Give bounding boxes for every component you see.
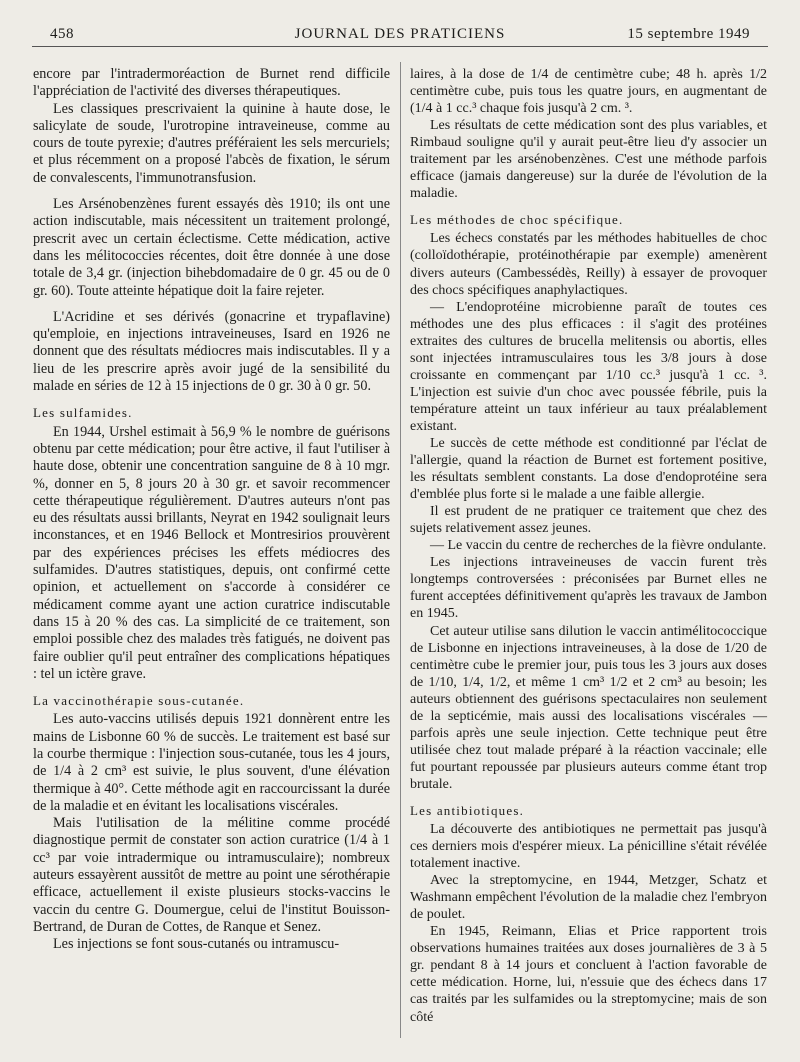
paragraph: Les auto-vaccins utilisés depuis 1921 donnèrent entre les mains de Lisbonne 60 % de succès. Le traitement est basé sur la courbe thermique : l'injection sous-cutanée, tous les 4 jours, de 1/4 à 2 cm³ est suivie, le plus souvent, d'une élévation thermique à 40°. Cette méthode agit en raccourcissant la durée de la maladie et en évitant les localisations viscérales. <box>33 711 390 814</box>
paragraph: L'Acridine et ses dérivés (gonacrine et trypaflavine) qu'emploie, en injections intraveineuses, Isard en 1926 ne donnent que des résultats médiocres mais indiscutables. Il y a lieu de les prescrire après avoir jugé de la sensibilité du malade en séries de 12 à 15 injections de 0 gr. 30 à 0 gr. 50. <box>33 308 390 395</box>
paragraph: Les Arsénobenzènes furent essayés dès 1910; ils ont une action indiscutable, mais nécessitent un traitement prolongé, prescrit avec un certain éclectisme. Cette médication, active dans les mélitococcies récentes, doit être donnée à une dose totale de 3,4 gr. (injection bihebdomadaire de 0 gr. 45 ou de 0 gr. 60). Toute atteinte hépatique doit la faire rejeter. <box>33 196 390 299</box>
paragraph: Les résultats de cette médication sont des plus variables, et Rimbaud souligne qu'il y aurait peut-être lieu d'y associer un traitement par les arsénobenzènes. C'est une méthode parfois efficace (jamais dangereuse) sur la durée de l'évolution de la maladie. <box>410 118 767 202</box>
section-heading: Les antibiotiques. <box>410 802 525 818</box>
paragraph: Avec la streptomycine, en 1944, Metzger, Schatz et Washmann empêchent l'évolution de la maladie chez l'embryon de poulet. <box>410 873 767 923</box>
paragraph: Les classiques prescrivaient la quinine à haute dose, le salicylate de soude, l'urotropine intraveineuse, comme au cours de toute pyrexie; d'autres préféraient les sels mercuriels; et plus récemment on a proposé l'abcès de fixation, le sérum de convalescents, l'immunotransfusion. <box>33 100 390 186</box>
column-divider <box>400 62 401 1038</box>
paragraph: — L'endoprotéine microbienne paraît de toutes ces méthodes une des plus efficaces : il s'agit des protéines extraites des cultures de brucella melitensis ou abortis, elles sont injectées intramusculaires tous les 3/8 jours à dose croissante en commençant par 1/10 cc.³ jusqu'à 1 cc. ³. L'injection est suivie d'un choc avec poussée fébrile, puis la température atteint un taux inférieur au taux préalablement existant. <box>410 299 767 434</box>
right-column <box>410 66 767 1026</box>
section-heading: Les méthodes de choc spécifique. <box>410 212 624 228</box>
page-header <box>30 20 770 46</box>
paragraph: La découverte des antibiotiques ne permettait pas jusqu'à ces derniers mois d'espérer mieux. La pénicilline s'était révélée totalement inactive. <box>410 822 767 872</box>
paragraph: Le succès de cette méthode est conditionné par l'éclat de l'allergie, quand la réaction de Burnet est fortement positive, les résultats semblent constants. La dose d'endoprotéine sera d'emblée plus forte si le malade a une faible allergie. <box>410 435 767 503</box>
paragraph: — Le vaccin du centre de recherches de la fièvre ondulante. <box>430 538 767 554</box>
paragraph: En 1945, Reimann, Elias et Price rapportent trois observations humaines traitées aux doses journalières de 3 à 5 gr. pendant 8 à 14 jours et concluent à l'action favorable de cette médication. Horne, lui, n'essuie que des échecs dans 17 cas traités par les sulfamides ou la streptomycine; mais de son côté <box>410 924 767 1025</box>
left-column <box>33 66 390 954</box>
header-rule <box>32 46 768 47</box>
paragraph: Les injections intraveineuses de vaccin furent très longtemps controversées : préconisées par Burnet elles ne furent acceptées définitivement qu'après les travaux de Jambon en 1945. <box>410 555 767 622</box>
section-heading: La vaccinothérapie sous-cutanée. <box>33 693 245 709</box>
paragraph: laires, à la dose de 1/4 de centimètre cube; 48 h. après 1/2 centimètre cube, puis tous les quatre jours, en augmentant de (1/4 à 1 cc.³ chaque fois jusqu'à 2 cm. ³. <box>410 67 767 117</box>
paragraph: Les injections se font sous-cutanés ou intramuscu- <box>53 936 340 953</box>
section-heading: Les sulfamides. <box>33 405 133 421</box>
paragraph: En 1944, Urshel estimait à 56,9 % le nombre de guérisons obtenu par cette médication; pour être active, il faut l'utiliser à haute dose, obtenir une concentration sanguine de 8 à 10 mgr. %, donner en 5, 8 jours 20 à 30 gr. et savoir recommencer cette thérapeutique régulièrement. D'autres auteurs n'ont pas eu des résultats aussi brillants, Neyrat en 1942 soulignait leurs inconstances, et en 1946 Bellock et Montresirios prouvèrent par des expériences précises les effets médiocres des sulfamides. D'autres statistiques, depuis, ont confirmé cette opinion, et actuellement on s'accorde à considérer ce médicament comme ayant une action curatrice indiscutable dans 15 à 20 % des cas. La simplicité de ce traitement, son emploi possible chez des malades très fatigués, ne doivent pas faire oublier qu'il peut entraîner des complications hépatiques : tel un ictère grave. <box>33 423 390 682</box>
issue-date: 15 septembre 1949 <box>627 26 750 42</box>
paragraph: Il est prudent de ne pratiquer ce traitement que chez des sujets relativement assez jeunes. <box>410 504 767 537</box>
page-number: 458 <box>50 26 74 42</box>
paragraph: Les échecs constatés par les méthodes habituelles de choc (colloïdothérapie, protéinothérapie par exemple) amenèrent divers auteurs (Cambessédès, Reilly) à essayer de provoquer des chocs spécifiques anaphylactiques. <box>410 231 767 298</box>
paragraph: Mais l'utilisation de la mélitine comme procédé diagnostique permit de constater son action curatrice (1/4 à 1 cc³ par voie intradermique ou intramusculaire); nombreux auteurs essayèrent aussitôt de mettre au point une sérothérapie efficace, actuellement il existe plusieurs stocks-vaccins le vaccin du centre G. Doumergue, celui de l'institut Bouisson-Bertrand, de Duran de Cottes, de Ranque et Senez. <box>33 815 390 935</box>
journal-title: JOURNAL DES PRATICIENS <box>294 26 506 42</box>
paragraph: encore par l'intradermoréaction de Burnet rend difficile l'appréciation de l'activité des diverses thérapeutiques. <box>33 66 390 100</box>
paragraph: Cet auteur utilise sans dilution le vaccin antimélitococcique de Lisbonne en injections intraveineuses, à la dose de 1/20 de centimètre cube le premier jour, puis tous les 3 jours aux doses de 1/10, 1/4, 1/2, et même 1 cm³ 1/2 et 2 cm³ au besoin; les auteurs obtiennent des guérisons spectaculaires non seulement de la septicémie, mais aussi des localisations viscérales — parfois après une seule injection. Cette technique peut être utilisée chez tout malade préparé à la réaction vaccinale; elle fut pourtant repoussée par plusieurs auteurs comme étant trop brutale. <box>410 623 767 792</box>
